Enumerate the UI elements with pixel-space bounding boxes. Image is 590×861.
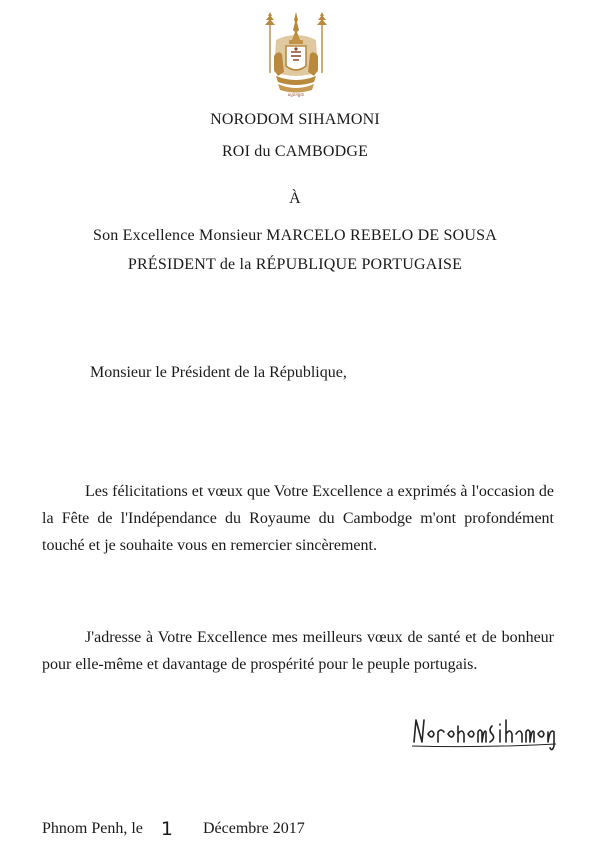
svg-text:ស្តេចកម្ពុជា: ស្តេចកម្ពុជា bbox=[287, 92, 305, 97]
handwritten-day: 1 bbox=[160, 818, 173, 840]
sender-name: NORODOM SIHAMONI bbox=[210, 111, 380, 128]
sender-title: ROI du CAMBODGE bbox=[221, 143, 369, 160]
date-line bbox=[42, 818, 305, 840]
addressee-prefix: À bbox=[289, 190, 301, 207]
recipient-title: PRÉSIDENT de la RÉPUBLIQUE PORTUGAISE bbox=[127, 256, 463, 273]
salutation: Monsieur le Président de la République, bbox=[90, 364, 347, 381]
place-label: Phnom Penh, le bbox=[42, 820, 143, 837]
royal-arms-of-cambodia-icon bbox=[262, 10, 330, 100]
recipient-name: Son Excellence Monsieur MARCELO REBELO DE SOUSA bbox=[92, 227, 498, 244]
handwritten-signature bbox=[410, 712, 560, 752]
body-paragraph: Les félicitations et vœux que Votre Excellence a exprimés à l'occasion de la Fête de l'Indépendance du Royaume du Cambodge m'ont profondément touché et je souhaite vous en remercier sincèrement. bbox=[42, 483, 554, 554]
month-year: Décembre 2017 bbox=[202, 820, 305, 837]
body-paragraph: J'adresse à Votre Excellence mes meilleurs vœux de santé et de bonheur pour elle-même et davantage de prospérité pour le peuple portugais. bbox=[42, 629, 554, 673]
